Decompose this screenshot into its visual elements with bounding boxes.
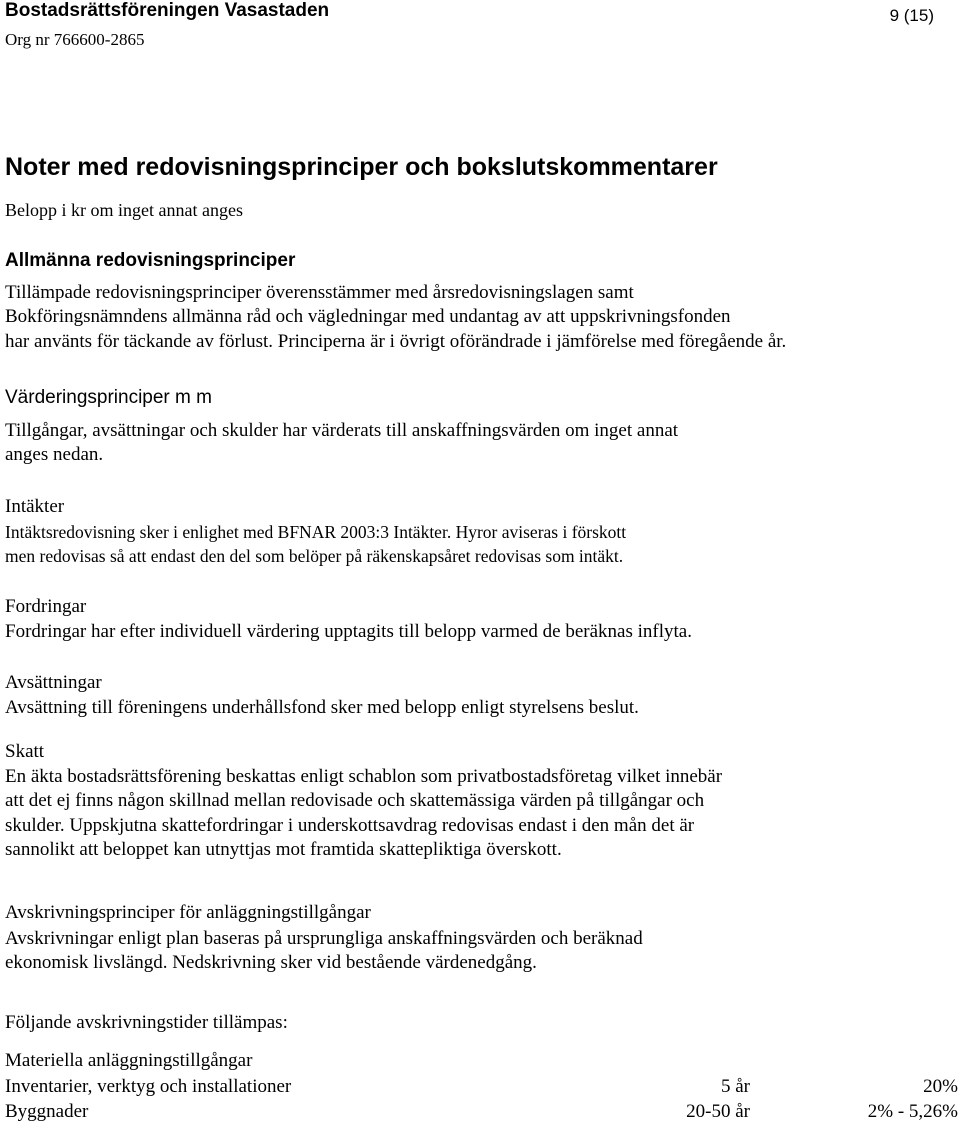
body-line: Avskrivningar enligt plan baseras på ursprungliga anskaffningsvärden och beräknad [5,928,643,949]
body-line: sannolikt att beloppet kan utnyttjas mot framtida skattepliktiga överskott. [5,839,562,861]
body-line: En äkta bostadsrättsförening beskattas enligt schablon som privatbostadsföretag vilket innebär [5,766,723,787]
depreciation-rate: 20% [923,1076,958,1097]
section-body-avsattningar [5,696,639,720]
section-heading-avskrivning: Avskrivningsprinciper för anläggningstillgångar [5,902,371,923]
depreciation-rate: 2% - 5,26% [867,1101,958,1122]
depreciation-item: Byggnader [5,1101,89,1122]
body-line: Fordringar har efter individuell värdering upptagits till belopp varmed de beräknas inflyta. [5,621,692,642]
page-number: 9 (15) [889,6,934,25]
depreciation-years: 5 år [720,1076,750,1097]
organization-number: Org nr 766600-2865 [5,30,145,49]
table-row [5,1101,960,1125]
section-body-skatt [5,765,722,863]
section-body-allmanna [5,281,786,354]
section-heading-vardering: Värderingsprinciper m m [5,387,212,408]
section-heading-allmanna: Allmänna redovisningsprinciper [5,250,296,271]
depreciation-category: Materiella anläggningstillgångar [5,1050,253,1071]
section-heading-fordringar: Fordringar [5,596,87,617]
body-line: Tillgångar, avsättningar och skulder har värderats till anskaffningsvärden om inget annat [5,420,679,441]
body-line: har använts för täckande av förlust. Principerna är i övrigt oförändrade i jämförelse med föregående år. [5,330,787,352]
body-line: men redovisas så att endast den del som belöper på räkenskapsåret redovisas som intäkt. [5,546,624,566]
body-line: Bokföringsnämndens allmänna råd och vägledningar med undantag av att uppskrivningsfonden [5,306,731,328]
organization-name: Bostadsrättsföreningen Vasastaden [5,0,330,21]
depreciation-years: 20-50 år [686,1101,750,1122]
body-line: Intäktsredovisning sker i enlighet med BFNAR 2003:3 Intäkter. Hyror aviseras i förskott [5,522,627,542]
section-body-vardering [5,419,678,468]
table-row [5,1076,960,1100]
section-body-intakter [5,520,626,568]
section-heading-avsattningar: Avsättningar [5,672,102,693]
depreciation-item: Inventarier, verktyg och installationer [5,1076,292,1097]
page-title: Noter med redovisningsprinciper och bokslutskommentarer [5,153,718,181]
body-line: att det ej finns någon skillnad mellan redovisade och skattemässiga värden på tillgångar och [5,790,705,812]
page-subtitle: Belopp i kr om inget annat anges [5,200,243,220]
body-line: ekonomisk livslängd. Nedskrivning sker vid bestående värdenedgång. [5,952,537,974]
body-line: Avsättning till föreningens underhållsfond sker med belopp enligt styrelsens beslut. [5,697,639,718]
section-heading-intakter: Intäkter [5,496,65,517]
depreciation-intro: Följande avskrivningstider tillämpas: [5,1012,288,1033]
body-line: Tillämpade redovisningsprinciper överensstämmer med årsredovisningslagen samt [5,282,634,303]
section-heading-skatt: Skatt [5,741,45,762]
section-body-avskrivning [5,927,643,976]
body-line: anges nedan. [5,444,104,466]
section-body-fordringar [5,620,692,644]
body-line: skulder. Uppskjutna skattefordringar i underskottsavdrag redovisas endast i den mån det är [5,814,695,836]
